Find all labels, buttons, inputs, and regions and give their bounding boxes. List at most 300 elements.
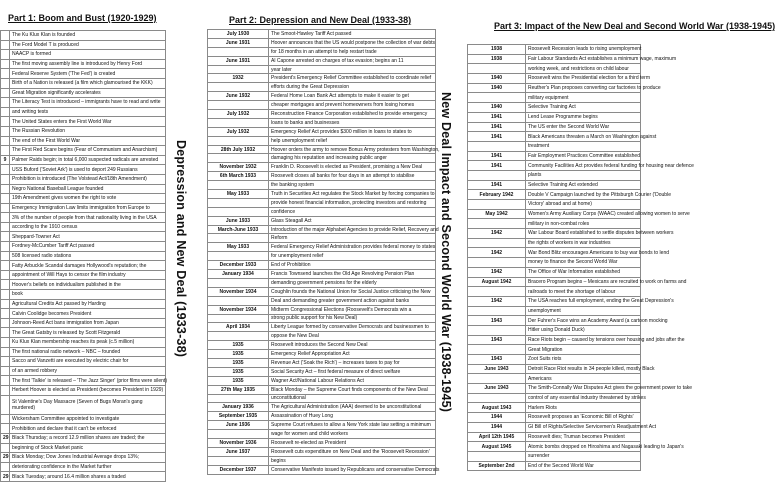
event-text: Francis Townsend launches the Old Age Revolving Pension Plan (269, 270, 436, 279)
event-date: 29 (1, 433, 10, 443)
event-text: confidence (269, 207, 436, 216)
event-date: June 1931 (208, 56, 269, 65)
event-text: Wagner Act/National Labour Relations Act (269, 376, 436, 385)
event-text: War Bond Blitz encourages Americans to buy war bonds to lend (526, 248, 641, 258)
event-text: Black Monday; Dow Jones Industrial Average drops 13%; (10, 453, 166, 463)
timeline-row (208, 430, 436, 439)
timeline-row (208, 332, 436, 341)
event-text: Johnson-Reed Act bans immigration from Japan (10, 318, 166, 328)
event-text: Federal Home Loan Bank Act attempts to make it easier to get (269, 92, 436, 101)
timeline-row (468, 151, 641, 161)
timeline-row (1, 242, 166, 252)
event-text: The Smoot-Hawley Tariff Act passed (269, 30, 436, 39)
timeline-row (468, 442, 641, 452)
event-text: Deal and demanding greater government action against banks (269, 296, 436, 305)
event-date: August 1943 (468, 403, 526, 413)
event-text: Roosevelt Recession leads to rising unemployment (526, 45, 641, 55)
timeline-row (208, 92, 436, 101)
event-date (208, 47, 269, 56)
timeline-row (468, 170, 641, 180)
event-date (1, 270, 10, 280)
event-text: Sheppard-Towner Act (10, 232, 166, 242)
event-text: Detroit Race Riot results in 34 people killed, mostly Black (526, 364, 641, 374)
timeline-row (208, 154, 436, 163)
timeline-row (1, 462, 166, 472)
event-date (1, 414, 10, 424)
timeline-row (468, 287, 641, 297)
event-date: 1941 (468, 132, 526, 142)
event-date: 1935 (208, 350, 269, 359)
event-text: The first 'Talkie' is released – 'The Jazz Singer' (prior films were silent) (10, 376, 166, 386)
event-date (468, 64, 526, 74)
timeline-row (208, 305, 436, 314)
timeline-row (208, 110, 436, 119)
event-date (1, 462, 10, 472)
timeline-row (1, 136, 166, 146)
timeline-row (208, 47, 436, 56)
event-text: Truth in Securities Act regulates the Stock Market by forcing companies to (269, 190, 436, 199)
event-text: Sacco and Vanzetti are executed by electric chair for (10, 357, 166, 367)
event-text: President's Emergency Relief Committee established to coordinate relief (269, 74, 436, 83)
event-text: according to the 1910 census (10, 222, 166, 232)
timeline-row (208, 376, 436, 385)
timeline-row (1, 194, 166, 204)
event-text: cheaper mortgages and prevent homeowners from losing homes (269, 101, 436, 110)
event-date: 1938 (468, 45, 526, 55)
event-date: June 1933 (208, 216, 269, 225)
event-date (1, 165, 10, 175)
timeline-row (208, 278, 436, 287)
event-text: St Valentine's Day Massacre (Seven of Bugs Moran's gang murdered) (10, 395, 166, 414)
timeline-row (468, 364, 641, 374)
timeline-row (208, 216, 436, 225)
event-text: provide honest financial information, protecting investors and restoring (269, 198, 436, 207)
timeline-row (468, 74, 641, 84)
event-date: June 1937 (208, 447, 269, 456)
event-text: Double V Campaign launched by the Pittsburgh Courier ('Double (526, 190, 641, 200)
event-date (208, 430, 269, 439)
event-text: Ku Klux Klan membership reaches its peak (c.5 million) (10, 338, 166, 348)
timeline-row (468, 54, 641, 64)
timeline-row (1, 453, 166, 463)
timeline-row (208, 163, 436, 172)
event-date: June 1943 (468, 364, 526, 374)
event-text: the rights of workers in war industries (526, 238, 641, 248)
event-date: December 1933 (208, 261, 269, 270)
event-text: Great Migration (526, 345, 641, 355)
event-text: The Literacy Test is introduced – immigrants have to read and write (10, 98, 166, 108)
timeline-row (1, 395, 166, 414)
event-date: August 1942 (468, 277, 526, 287)
timeline-row (1, 165, 166, 175)
event-date (208, 136, 269, 145)
timeline-row (208, 118, 436, 127)
timeline-row (468, 422, 641, 432)
event-text: Supreme Court refuses to allow a New York state law setting a minimum (269, 421, 436, 430)
timeline-row (208, 341, 436, 350)
event-date (1, 261, 10, 271)
event-text: Fair Employment Practices Committee established (526, 151, 641, 161)
event-text: Community Facilities Act provides federal funding for housing near defence (526, 161, 641, 171)
event-date: May 1942 (468, 209, 526, 219)
event-date (208, 83, 269, 92)
event-text: Selective Training Act (526, 103, 641, 113)
event-date (208, 296, 269, 305)
timeline-row (468, 141, 641, 151)
event-date (1, 174, 10, 184)
part3-timeline-table (467, 44, 694, 471)
part2-timeline-table (207, 29, 440, 475)
event-date (468, 258, 526, 268)
timeline-row (1, 338, 166, 348)
event-text: Liberty League formed by conservative Democrats and businessmen to (269, 323, 436, 332)
event-text: begins (269, 456, 436, 465)
event-text: Reform (269, 234, 436, 243)
event-text: demanding government pensions for the elderly (269, 278, 436, 287)
timeline-row (208, 172, 436, 181)
timeline-row (1, 280, 166, 290)
event-date: 1935 (208, 376, 269, 385)
part3-vertical-label: New Deal Impact and Second World War (1938-1945) (439, 92, 453, 413)
timeline-row (468, 190, 641, 200)
event-text: damaging his reputation and increasing public anger (269, 154, 436, 163)
timeline-row (468, 355, 641, 365)
event-text: The Agricultural Administration (AAA) deemed to be unconstitutional (269, 403, 436, 412)
event-date (1, 98, 10, 108)
timeline-row (468, 258, 641, 268)
timeline-row (1, 126, 166, 136)
event-date (1, 126, 10, 136)
event-date: June 1932 (208, 92, 269, 101)
event-text: The end of the First World War (10, 136, 166, 146)
event-text: book (10, 290, 166, 300)
event-text: beginning of Stock Market panic (10, 443, 166, 453)
event-text: Fordney-McCumber Tariff Act passed (10, 242, 166, 252)
part2-vertical-label: Depression and New Deal (1933-38) (174, 140, 188, 358)
event-text: Victory' abroad and at home) (526, 200, 641, 210)
event-text: Roosevelt dies; Truman becomes President (526, 432, 641, 442)
event-text: Hoover announces that the US would postpone the collection of war debts (269, 38, 436, 47)
event-date (1, 222, 10, 232)
event-text: plants (526, 170, 641, 180)
event-date: January 1934 (208, 270, 269, 279)
event-text: Calvin Coolidge becomes President (10, 309, 166, 319)
event-text: military in non-combat roles (526, 219, 641, 229)
timeline-row (468, 393, 641, 403)
event-date (468, 93, 526, 103)
event-date (468, 170, 526, 180)
event-text: Revenue Act ('Soak the Rich') – increases taxes to pay for (269, 358, 436, 367)
timeline-row (1, 270, 166, 280)
event-date: June 1931 (208, 38, 269, 47)
timeline-row (1, 203, 166, 213)
event-text: USS Buford ('Soviet Ark') is used to deport 249 Russians (10, 165, 166, 175)
event-date (1, 203, 10, 213)
event-date: 29 (1, 472, 10, 482)
timeline-row (208, 65, 436, 74)
timeline-row (208, 438, 436, 447)
event-date (208, 314, 269, 323)
event-text: Federal Reserve System ('The Fed') is created (10, 69, 166, 79)
event-date (1, 69, 10, 79)
timeline-row (1, 88, 166, 98)
event-text: Roosevelt cuts expenditure on New Deal and the 'Roosevelt Recession' (269, 447, 436, 456)
timeline-row (208, 207, 436, 216)
timeline-row (1, 213, 166, 223)
event-date: January 1936 (208, 403, 269, 412)
part1-timeline-table (0, 30, 166, 482)
timeline-row (208, 421, 436, 430)
timeline-row (468, 335, 641, 345)
event-text: Great Migration significantly accelerates (10, 88, 166, 98)
event-text: treatment (526, 141, 641, 151)
event-date (1, 184, 10, 194)
timeline-row (468, 384, 641, 394)
event-date (1, 117, 10, 127)
event-date (1, 78, 10, 88)
timeline-row (1, 472, 166, 482)
event-text: railroads to meet the shortage of labour (526, 287, 641, 297)
event-text: Agricultural Credits Act passed by Harding (10, 299, 166, 309)
timeline-row (208, 234, 436, 243)
event-date: November 1934 (208, 287, 269, 296)
event-date: 9 (1, 155, 10, 165)
event-date (208, 207, 269, 216)
event-text: 508 licensed radio stations (10, 251, 166, 261)
timeline-row (208, 447, 436, 456)
timeline-row (1, 117, 166, 127)
event-date (1, 290, 10, 300)
event-date (1, 424, 10, 434)
timeline-row (1, 385, 166, 395)
event-text: Roosevelt wins the Presidential election for a third term (526, 74, 641, 84)
event-text: Women's Army Auxiliary Corps (WAAC) created allowing women to serve (526, 209, 641, 219)
event-date: May 1933 (208, 190, 269, 199)
event-text: of an armed robbery (10, 366, 166, 376)
timeline-row (1, 155, 166, 165)
timeline-row (468, 248, 641, 258)
timeline-row (208, 198, 436, 207)
timeline-row (1, 433, 166, 443)
event-text: Lend Lease Programme begins (526, 112, 641, 122)
event-date (1, 59, 10, 69)
event-date: 1943 (468, 316, 526, 326)
event-text: control of any essential industry threatened by strikes (526, 393, 641, 403)
event-text: strong public support for his New Deal) (269, 314, 436, 323)
timeline-row (1, 299, 166, 309)
event-text: oppose the New Deal (269, 332, 436, 341)
event-date (208, 118, 269, 127)
timeline-row (208, 296, 436, 305)
event-text: Harlem Riots (526, 403, 641, 413)
event-text: money to finance the Second World War (526, 258, 641, 268)
event-date (1, 338, 10, 348)
event-date: 1941 (468, 180, 526, 190)
timeline-row (468, 132, 641, 142)
event-text: Franklin D. Roosevelt is elected as President, promising a New Deal (269, 163, 436, 172)
event-date (208, 154, 269, 163)
event-text: and writing tests (10, 107, 166, 117)
event-date (208, 456, 269, 465)
timeline-row (208, 394, 436, 403)
event-date (208, 278, 269, 287)
event-text: Americans (526, 374, 641, 384)
timeline-row (208, 350, 436, 359)
event-date: June 1943 (468, 384, 526, 394)
timeline-row (468, 316, 641, 326)
event-text: Race Riots begin – caused by tensions over housing and jobs after the (526, 335, 641, 345)
event-date (208, 181, 269, 190)
event-text: Birth of a Nation is released (a film which glamourised the KKK) (10, 78, 166, 88)
part2-title: Part 2: Depression and New Deal (1933-38) (229, 15, 412, 25)
timeline-row (1, 98, 166, 108)
event-date (1, 443, 10, 453)
timeline-row (1, 78, 166, 88)
event-text: for unemployment relief (269, 252, 436, 261)
event-text: Hoover's beliefs on individualism published in the (10, 280, 166, 290)
event-text: surrender (526, 451, 641, 461)
timeline-row (1, 59, 166, 69)
timeline-row (208, 261, 436, 270)
event-text: Federal Emergency Relief Administration provides federal money to states (269, 243, 436, 252)
event-date: March-June 1933 (208, 225, 269, 234)
timeline-row (468, 306, 641, 316)
timeline-row (468, 122, 641, 132)
event-date: 1940 (468, 83, 526, 93)
event-text: End of Prohibition (269, 261, 436, 270)
event-text: The first moving assembly line is introduced by Henry Ford (10, 59, 166, 69)
event-date (208, 234, 269, 243)
event-date: 1938 (468, 54, 526, 64)
timeline-row (1, 347, 166, 357)
timeline-row (208, 243, 436, 252)
timeline-row (468, 229, 641, 239)
timeline-row (1, 261, 166, 271)
event-date (1, 280, 10, 290)
timeline-row (468, 451, 641, 461)
event-text: The US enter the Second World War (526, 122, 641, 132)
event-text: Glass Steagall Act (269, 216, 436, 225)
event-date: June 1936 (208, 421, 269, 430)
timeline-row (208, 101, 436, 110)
event-date: 1941 (468, 112, 526, 122)
event-date (208, 101, 269, 110)
event-text: Wickersham Committee appointed to investigate (10, 414, 166, 424)
event-date: 1942 (468, 267, 526, 277)
event-date: 1942 (468, 229, 526, 239)
event-date (1, 88, 10, 98)
timeline-row (468, 93, 641, 103)
event-text: 3% of the number of people from that nationality living in the USA (10, 213, 166, 223)
event-date: 1941 (468, 161, 526, 171)
event-date (1, 395, 10, 414)
event-date (1, 328, 10, 338)
timeline-row (468, 238, 641, 248)
event-text: 19th Amendment gives women the right to vote (10, 194, 166, 204)
event-date (208, 394, 269, 403)
event-text: Black Monday – the Supreme Court finds components of the New Deal (269, 385, 436, 394)
event-date: December 1937 (208, 465, 269, 474)
event-text: Hitler using Donald Duck) (526, 325, 641, 335)
event-text: unconstitutional (269, 394, 436, 403)
timeline-row (468, 374, 641, 384)
timeline-row (1, 376, 166, 386)
event-date: 1942 (468, 296, 526, 306)
timeline-row (208, 323, 436, 332)
event-date (1, 318, 10, 328)
event-date: 1940 (468, 103, 526, 113)
timeline-row (208, 74, 436, 83)
event-date: September 2nd (468, 461, 526, 471)
timeline-row (468, 209, 641, 219)
event-date (1, 347, 10, 357)
timeline-row (208, 181, 436, 190)
timeline-row (1, 251, 166, 261)
event-date (1, 136, 10, 146)
event-date (1, 376, 10, 386)
event-date (208, 198, 269, 207)
event-date: 29 (1, 453, 10, 463)
event-text: Assassination of Huey Long (269, 412, 436, 421)
event-date: 28th July 1932 (208, 145, 269, 154)
event-date (468, 393, 526, 403)
timeline-row (208, 403, 436, 412)
timeline-row (1, 309, 166, 319)
event-text: Palmer Raids begin; in total 6,000 suspected radicals are arrested (10, 155, 166, 165)
timeline-row (1, 232, 166, 242)
timeline-row (208, 145, 436, 154)
timeline-row (1, 443, 166, 453)
event-date (468, 325, 526, 335)
event-date: May 1933 (208, 243, 269, 252)
event-text: Roosevelt introduces the Second New Deal (269, 341, 436, 350)
timeline-row (208, 412, 436, 421)
event-text: The Russian Revolution (10, 126, 166, 136)
event-text: Black Thursday; a record 12.9 million shares are traded; the (10, 433, 166, 443)
event-text: The USA reaches full employment, ending the Great Depression's (526, 296, 641, 306)
timeline-row (468, 461, 641, 471)
event-text: efforts during the Great Depression (269, 83, 436, 92)
event-text: NAACP is formed (10, 50, 166, 60)
event-date: 1941 (468, 151, 526, 161)
event-text: Midterm Congressional Elections (Roosevelt's Democrats win a (269, 305, 436, 314)
timeline-row (208, 30, 436, 39)
event-date: July 1932 (208, 127, 269, 136)
event-date: July 1932 (208, 110, 269, 119)
timeline-row (208, 136, 436, 145)
timeline-row (468, 325, 641, 335)
timeline-row (468, 45, 641, 55)
event-text: Reuther's Plan proposes converting car factories to produce (526, 83, 641, 93)
timeline-row (1, 40, 166, 50)
timeline-row (208, 367, 436, 376)
timeline-row (208, 385, 436, 394)
event-text: unemployment (526, 306, 641, 316)
timeline-row (468, 161, 641, 171)
timeline-row (208, 465, 436, 474)
event-text: Zoot Suits riots (526, 355, 641, 365)
timeline-row (208, 190, 436, 199)
event-text: Reconstruction Finance Corporation established to provide emergency (269, 110, 436, 119)
event-date (468, 451, 526, 461)
event-date: November 1932 (208, 163, 269, 172)
event-date: April 1934 (208, 323, 269, 332)
event-date: 27th May 1935 (208, 385, 269, 394)
event-date: 1935 (208, 341, 269, 350)
event-text: deteriorating confidence in the Market further (10, 462, 166, 472)
event-text: Black Americans threaten a March on Washington against (526, 132, 641, 142)
event-text: The First Red Scare begins (Fear of Communism and Anarchism) (10, 146, 166, 156)
